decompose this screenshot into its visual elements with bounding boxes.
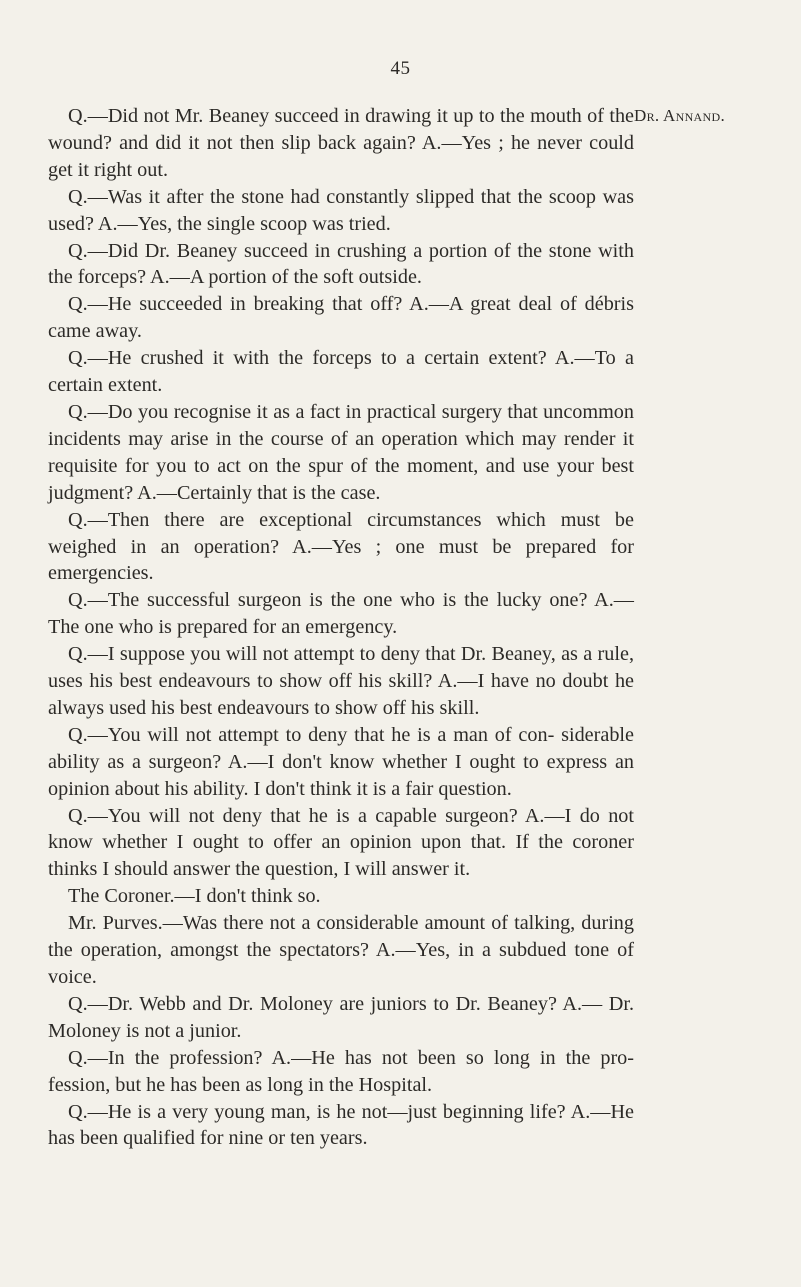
paragraph: Q.—He crushed it with the forceps to a certain extent? A.—To a certain extent. bbox=[48, 347, 634, 397]
paragraph: Q.—Then there are exceptional circumstances which must be weighed in an operation? A.—Yes ; one must be prepared for emergencies. bbox=[48, 508, 634, 585]
paragraph: Q.—Did Dr. Beaney succeed in crushing a portion of the stone with the forceps? A.—A portion of the soft outside. bbox=[48, 239, 634, 289]
paragraph: Q.—Did not Mr. Beaney succeed in drawing it up to the mouth of the wound? and did it not then slip back again? A.—Yes ; he never could get it right out. bbox=[48, 105, 634, 181]
testimony-text bbox=[48, 103, 634, 1152]
paragraph: Q.—Do you recognise it as a fact in practical surgery that uncommon incidents may arise in the course of an operation which may render it requisite for you to act on the spur of the moment, and use your best judgment? A.—Certainly that is the case. bbox=[48, 400, 634, 504]
paragraph: Q.—He succeeded in breaking that off? A.—A great deal of débris came away. bbox=[48, 293, 634, 343]
paragraph: Q.—Was it after the stone had constantly slipped that the scoop was used? A.—Yes, the single scoop was tried. bbox=[48, 185, 634, 235]
paragraph: Q.—In the profession? A.—He has not been so long in the pro- fession, but he has been as long in the Hospital. bbox=[48, 1046, 634, 1096]
paragraph: Q.—You will not attempt to deny that he is a man of con- siderable ability as a surgeon? A.—I don't know whether I ought to express an opinion about his ability. I don't think it is a fair question. bbox=[48, 723, 634, 800]
paragraph: Q.—The successful surgeon is the one who is the lucky one? A.— The one who is prepared for an emergency. bbox=[48, 589, 634, 639]
paragraph: Q.—He is a very young man, is he not—just beginning life? A.—He has been qualified for nine or ten years. bbox=[48, 1100, 634, 1150]
paragraph: The Coroner.—I don't think so. bbox=[68, 885, 321, 908]
paragraph: Q.—I suppose you will not attempt to deny that Dr. Beaney, as a rule, uses his best endeavours to show off his skill? A.—I have no doubt he always used his best endeavours to show off his skill. bbox=[48, 643, 634, 719]
paragraph: Q.—You will not deny that he is a capable surgeon? A.—I do not know whether I ought to offer an opinion upon that. If the coroner thinks I should answer the question, I will answer it. bbox=[48, 804, 634, 881]
page-number: 45 bbox=[390, 58, 411, 79]
margin-note-speaker: Dr. Annand. bbox=[634, 106, 725, 125]
paragraph: Mr. Purves.—Was there not a considerable amount of talking, during the operation, amongst the spectators? A.—Yes, in a subdued tone of voice. bbox=[48, 912, 634, 988]
paragraph: Q.—Dr. Webb and Dr. Moloney are juniors to Dr. Beaney? A.— Dr. Moloney is not a junior. bbox=[48, 992, 634, 1042]
